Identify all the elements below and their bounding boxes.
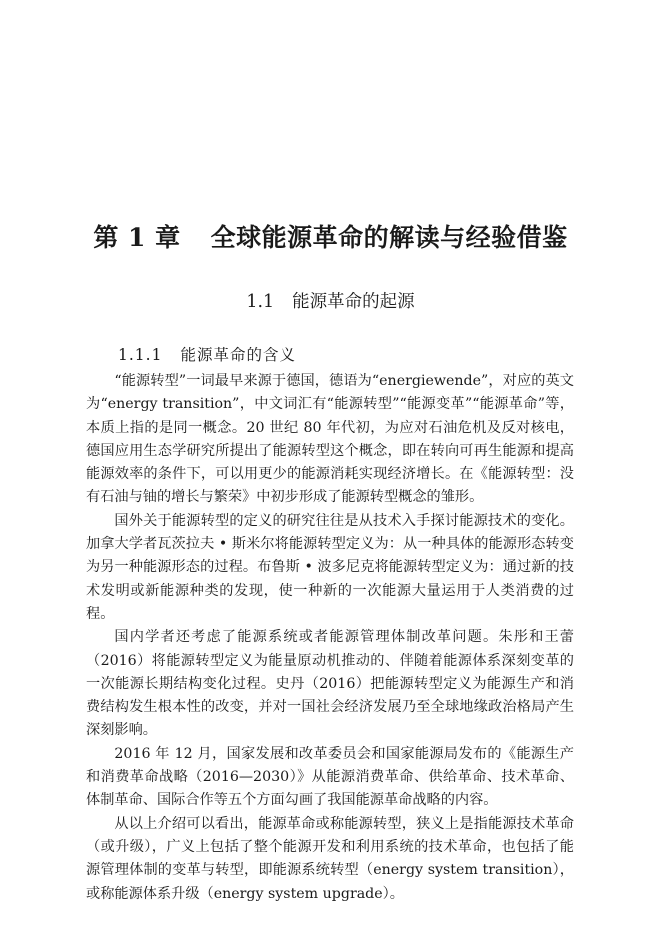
subsection-title-text: 能源革命的含义	[180, 346, 296, 364]
paragraph: “能源转型”一词最早来源于德国，德语为“energiewende”，对应的英文为“energy transition”，中文词汇有“能源转型”“能源变革”“能源革命”等，本质上指的是同一概念。20 世纪 80 年代初，为应对石油危机及反对核电，德国应用生态学研究所提出了能源转型这个概念，即在转向可再生能源和提高能源效率的条件下，可以用更少的能源消耗实现经济增长。在《能源转型：没有石油与铀的增长与繁荣》中初步形成了能源转型概念的雏形。	[86, 373, 574, 506]
chapter-title	[0, 218, 661, 254]
body-text	[86, 370, 574, 906]
section-title	[0, 288, 661, 313]
subsection-number: 1.1.1	[118, 346, 163, 364]
chapter-title-text: 全球能源革命的解读与经验借鉴	[210, 223, 568, 252]
paragraph: 国外关于能源转型的定义的研究往往是从技术入手探讨能源技术的变化。加拿大学者瓦茨拉夫 • 斯米尔将能源转型定义为：从一种具体的能源形态转变为另一种能源形态的过程。布鲁斯 • 波多尼克将能源转型定义为：通过新的技术发明或新能源种类的发现，使一种新的一次能源大量运用于人类消费的过程。	[86, 512, 574, 622]
paragraph: 国内学者还考虑了能源系统或者能源管理体制改革问题。朱彤和王蕾（2016）将能源转型定义为能量原动机推动的、伴随着能源体系深刻变革的一次能源长期结构变化过程。史丹（2016）把能源转型定义为能源生产和消费结构发生根本性的改变，并对一国社会经济发展乃至全球地缘政治格局产生深刻影响。	[86, 629, 574, 739]
paragraph: 2016 年 12 月，国家发展和改革委员会和国家能源局发布的《能源生产和消费革命战略（2016—2030）》从能源消费革命、供给革命、技术革命、体制革命、国际合作等五个方面勾画了我国能源革命战略的内容。	[86, 745, 574, 809]
paragraph: 从以上介绍可以看出，能源革命或称能源转型，狭义上是指能源技术革命（或升级），广义上包括了整个能源开发和利用系统的技术革命，也包括了能源管理体制的变革与转型，即能源系统转型（energy system transition），或称能源体系升级（energy system upgrade）。	[86, 815, 574, 902]
subsection-title	[118, 343, 296, 365]
chapter-number: 第 1 章	[93, 223, 181, 252]
section-number: 1.1	[246, 292, 275, 312]
section-title-text: 能源革命的起源	[292, 292, 415, 312]
